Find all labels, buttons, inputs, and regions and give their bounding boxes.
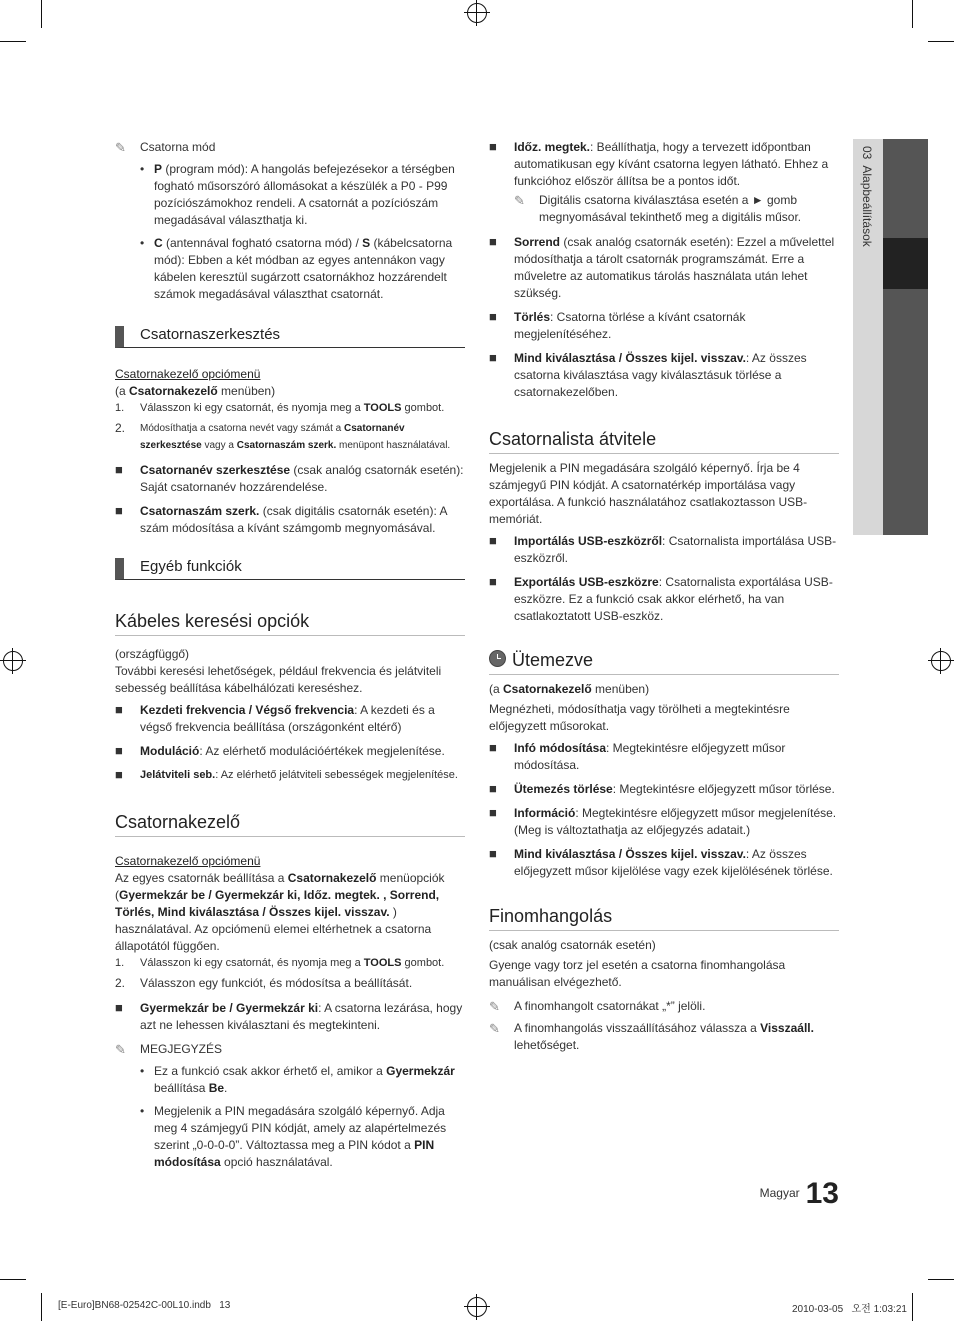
bullet-item: ■ Sorrend (csak analóg csatornák esetén): Ezzel a művelettel módosíthatja a tárolt csatornák programszámát. Erre a műveletre az automatikus tárolás használata után lehet szükség. xyxy=(489,234,839,302)
bullet-item: ■ Csatornaszám szerk. (csak digitális csatornák esetén): A szám módosítása a kívánt számgomb megnyomásával. xyxy=(115,503,465,537)
step-item: 2. Módosíthatja a csatorna nevét vagy számát a Csatornanév szerkesztése vagy a Csatornaszám szerk. menüpont használatával. xyxy=(115,421,451,451)
section-title: Ütemezve xyxy=(489,649,839,675)
side-tab-marker xyxy=(883,238,928,289)
paragraph: Megjelenik a PIN megadására szolgáló képernyő. Írja be 4 számjegyű PIN kódját. A csatornatérkép importálása vagy exportálása. A funkció használatához csatlakoztasson USB-memóriát. xyxy=(489,461,808,526)
page-number: 13 xyxy=(805,1177,839,1210)
print-date-slug: 2010-03-05 오전 1:03:21 xyxy=(792,1304,907,1315)
crop-mark xyxy=(912,0,913,28)
channel-mode-note: ✎ Csatorna mód xyxy=(115,140,216,155)
paragraph: Gyenge vagy torz jel esetén a csatorna finomhangolása manuálisan elvégezhető. xyxy=(489,958,786,989)
language-label: Magyar xyxy=(759,1186,800,1200)
bullet-item: ■ Mind kiválasztása / Összes kijel. visszav.: Az összes csatorna kiválasztása vagy kiválasztásuk törlése a csatornakezelőben. xyxy=(489,350,839,401)
crop-mark xyxy=(928,41,954,42)
crop-mark xyxy=(41,0,42,28)
crop-mark xyxy=(0,1279,26,1280)
registration-mark-icon xyxy=(3,651,23,671)
crop-mark xyxy=(912,1293,913,1321)
note-pencil-icon: ✎ xyxy=(489,999,500,1014)
step-item: 1. Válasszon ki egy csatornát, és nyomja meg a TOOLS gombot. xyxy=(115,957,445,969)
timer-note: ✎ Digitális csatorna kiválasztása esetén a ► gomb megnyomásával tekinthető meg a digitális műsor. xyxy=(514,193,802,224)
note-item: • Megjelenik a PIN megadására szolgáló képernyő. Adja meg 4 számjegyű PIN kódját, amely az alapértelmezés szerint „0-0-0-0”. Változtassa meg a PIN kódot a PIN módosítása opció használatával. xyxy=(140,1103,465,1171)
country-note: (országfüggő) xyxy=(115,647,190,661)
menu-context: (a Csatornakezelő menüben) xyxy=(115,384,276,398)
bullet-item: ■ Információ: Megtekintésre előjegyzett műsor megjelenítése. (Meg is változtathatja az előjegyzés adatait.) xyxy=(489,805,839,839)
crop-mark xyxy=(928,1279,954,1280)
bullet-item: ■ Csatornanév szerkesztése (csak analóg csatornák esetén): Saját csatornanév hozzárendelése. xyxy=(115,462,465,496)
bullet-item: ■ Időz. megtek.: Beállíthatja, hogy a tervezett időpontban automatikusan egy kívánt csatorna legyen látható. Ehhez a funkcióhoz először állítsa be a pontos időt. xyxy=(489,139,839,190)
side-tab-label: 03 Alapbeállítások xyxy=(860,146,874,247)
section-title: Kábeles keresési opciók xyxy=(115,610,465,636)
paragraph: (csak analóg csatornák esetén) xyxy=(489,938,656,952)
registration-mark-icon xyxy=(467,1297,487,1317)
registration-mark-icon xyxy=(931,651,951,671)
section-heading: Csatornaszerkesztés xyxy=(115,326,465,348)
bullet-item: ■ Infó módosítása: Megtekintésre előjegyzett műsor módosítása. xyxy=(489,740,839,774)
paragraph: Megnézheti, módosíthatja vagy törölheti a megtekintésre előjegyzett műsorokat. xyxy=(489,702,790,733)
side-tab-dark xyxy=(883,139,928,535)
page-footer xyxy=(760,1177,839,1211)
note-pencil-icon: ✎ xyxy=(489,1021,500,1036)
fine-note: ✎ A finomhangolt csatornákat „*” jelöli. xyxy=(489,999,706,1014)
crop-mark xyxy=(0,41,26,42)
registration-mark-icon xyxy=(467,3,487,23)
mode-item: • C (antennával fogható csatorna mód) / S (kábelcsatorna mód): Ebben a két módban az egyes antennákon vagy kábelen keresztül sugárzott csatornákhoz hozzárendelt számok megadásával választhat csatornát. xyxy=(140,235,465,303)
bullet-item: ■ Mind kiválasztása / Összes kijel. visszav.: Az összes előjegyzett műsor kijelölése vagy ezek kijelölésének törlése. xyxy=(489,846,839,880)
menu-context: (a Csatornakezelő menüben) xyxy=(489,682,650,696)
section-heading: Egyéb funkciók xyxy=(115,558,465,580)
note-pencil-icon: ✎ xyxy=(514,193,525,208)
bullet-item: ■ Moduláció: Az elérhető modulációértékek megjelenítése. xyxy=(115,743,465,760)
paragraph: Az egyes csatornák beállítása a Csatornakezelő menüopciók (Gyermekzár be / Gyermekzár ki, Időz. megtek. , Sorrend, Törlés, Mind kiválasztása / Összes kijel. visszav. ) használatával. Az opciómenü elemei eltérhetnek a csatorna állapotától függően. xyxy=(115,871,445,953)
step-item: 1. Válasszon ki egy csatornát, és nyomja meg a TOOLS gombot. xyxy=(115,402,445,414)
bullet-item: ■ Importálás USB-eszközről: Csatornalista importálása USB-eszközről. xyxy=(489,533,839,567)
clock-icon xyxy=(489,650,506,667)
bullet-item: ■ Ütemezés törlése: Megtekintésre előjegyzett műsor törlése. xyxy=(489,781,839,798)
menu-label: Csatornakezelő opciómenü xyxy=(115,854,261,868)
mode-item: • P (program mód): A hangolás befejezésekor a térségben fogható műsorszóró állomásokat a készülék a P0 - P99 pozíciószámokhoz rendeli. A csatornát a pozíciószám megadásával választhatja ki. xyxy=(140,161,465,229)
section-title: Finomhangolás xyxy=(489,905,839,931)
step-item: 2. Válasszon egy funkciót, és módosítsa a beállítását. xyxy=(115,976,413,990)
left-column xyxy=(115,139,465,1177)
note-heading: ✎ MEGJEGYZÉS xyxy=(115,1042,223,1057)
note-pencil-icon: ✎ xyxy=(115,140,126,155)
note-pencil-icon: ✎ xyxy=(115,1042,126,1057)
paragraph: További keresési lehetőségek, például frekvencia és jelátviteli sebesség beállítása kábelhálózati kereséshez. xyxy=(115,664,442,695)
right-column xyxy=(489,139,839,1059)
section-title: Csatornakezelő xyxy=(115,811,465,837)
print-file-slug: [E-Euro]BN68-02542C-00L10.indb 13 xyxy=(58,1300,231,1311)
bullet-item: ■ Törlés: Csatorna törlése a kívánt csatornák megjelenítéséhez. xyxy=(489,309,839,343)
note-item: • Ez a funkció csak akkor érhető el, amikor a Gyermekzár beállítása Be. xyxy=(140,1063,465,1097)
bullet-item: ■ Gyermekzár be / Gyermekzár ki: A csatorna lezárása, hogy azt ne lehessen kiválasztani és megtekinteni. xyxy=(115,1000,465,1034)
crop-mark xyxy=(41,1293,42,1321)
bullet-item: ■ Exportálás USB-eszközre: Csatornalista exportálása USB-eszközre. Ez a funkció csak akkor elérhető, ha van csatlakoztatott USB-eszköz. xyxy=(489,574,839,625)
section-title: Csatornalista átvitele xyxy=(489,428,839,454)
bullet-item: ■ Jelátviteli seb.: Az elérhető jelátviteli sebességek megjelenítése. xyxy=(115,767,465,784)
menu-label: Csatornakezelő opciómenü xyxy=(115,367,261,381)
bullet-item: ■ Kezdeti frekvencia / Végső frekvencia: A kezdeti és a végső frekvencia beállítása (országonként eltérő) xyxy=(115,702,465,736)
fine-note: ✎ A finomhangolás visszaállításához válassza a Visszaáll. lehetőséget. xyxy=(489,1021,814,1052)
